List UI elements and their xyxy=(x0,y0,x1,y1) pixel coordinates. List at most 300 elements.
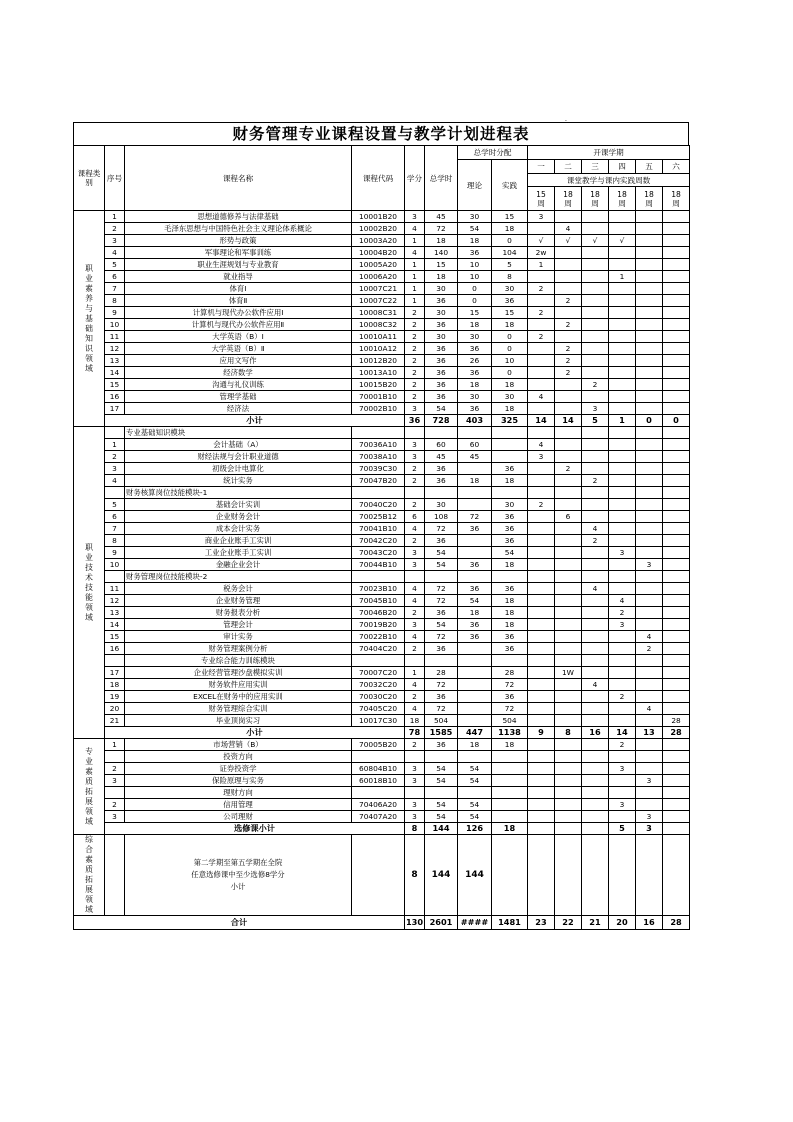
course-practice-hours: 36 xyxy=(492,295,528,307)
grand-total-hours: 2601 xyxy=(425,916,458,930)
course-semester-hours xyxy=(636,475,663,487)
course-semester-hours xyxy=(663,559,690,571)
module-name: 专业综合能力训练模块 xyxy=(125,655,352,667)
course-semester-hours xyxy=(636,379,663,391)
course-semester-hours xyxy=(555,799,582,811)
course-row xyxy=(74,643,690,655)
course-total-hours: 18 xyxy=(425,271,458,283)
course-theory-hours: 72 xyxy=(458,511,492,523)
subtotal-semester: 14 xyxy=(555,415,582,427)
course-semester-hours xyxy=(609,295,636,307)
table-cell xyxy=(663,787,690,799)
table-cell xyxy=(352,487,405,499)
course-code: 70039C30 xyxy=(352,463,405,475)
course-semester-hours xyxy=(582,691,609,703)
course-semester-hours xyxy=(528,811,555,823)
course-semester-hours xyxy=(555,739,582,751)
table-cell xyxy=(663,655,690,667)
course-semester-hours xyxy=(609,355,636,367)
course-semester-hours xyxy=(609,775,636,787)
course-semester-hours xyxy=(663,667,690,679)
course-semester-hours: 4 xyxy=(609,595,636,607)
header-week-count: 18 周 xyxy=(663,187,690,211)
course-seq: 18 xyxy=(105,679,125,691)
course-semester-hours: 2 xyxy=(528,331,555,343)
course-semester-hours xyxy=(582,463,609,475)
course-total-hours: 72 xyxy=(425,679,458,691)
course-semester-hours xyxy=(555,211,582,223)
table-cell xyxy=(582,487,609,499)
course-semester-hours: 4 xyxy=(528,439,555,451)
course-semester-hours xyxy=(663,799,690,811)
subtotal-practice: 325 xyxy=(492,415,528,427)
course-credit: 1 xyxy=(405,295,425,307)
course-semester-hours xyxy=(609,583,636,595)
course-credit: 18 xyxy=(405,715,425,727)
course-semester-hours: 1W xyxy=(555,667,582,679)
header-category: 课程类别 xyxy=(74,146,105,211)
course-total-hours: 15 xyxy=(425,259,458,271)
course-semester-hours xyxy=(636,511,663,523)
page-title: 财务管理专业课程设置与教学计划进程表 xyxy=(73,122,689,145)
course-code: 70405C20 xyxy=(352,703,405,715)
module-row xyxy=(74,427,690,439)
subtotal-semester: 16 xyxy=(582,727,609,739)
course-semester-hours xyxy=(528,631,555,643)
header-semester-name: 五 xyxy=(636,160,663,174)
table-cell xyxy=(492,655,528,667)
course-practice-hours: 15 xyxy=(492,307,528,319)
course-semester-hours xyxy=(555,439,582,451)
course-semester-hours xyxy=(609,247,636,259)
table-cell xyxy=(609,751,636,763)
course-semester-hours xyxy=(663,463,690,475)
course-semester-hours xyxy=(636,547,663,559)
course-credit: 4 xyxy=(405,247,425,259)
course-seq: 4 xyxy=(105,247,125,259)
header-weekly-label: 课堂教学与课内实践周数 xyxy=(528,174,690,187)
course-name: 税务会计 xyxy=(125,583,352,595)
course-semester-hours: 2 xyxy=(609,739,636,751)
course-practice-hours: 18 xyxy=(492,739,528,751)
course-semester-hours xyxy=(555,379,582,391)
course-practice-hours: 36 xyxy=(492,691,528,703)
course-code: 70023B10 xyxy=(352,583,405,595)
course-credit: 3 xyxy=(405,547,425,559)
course-semester-hours xyxy=(528,583,555,595)
course-seq: 2 xyxy=(105,799,125,811)
course-name: 成本会计实务 xyxy=(125,523,352,535)
course-semester-hours xyxy=(663,619,690,631)
course-code: 70032C20 xyxy=(352,679,405,691)
course-practice-hours: 18 xyxy=(492,559,528,571)
course-practice-hours: 18 xyxy=(492,379,528,391)
course-credit: 6 xyxy=(405,511,425,523)
course-semester-hours xyxy=(555,403,582,415)
course-theory-hours: 60 xyxy=(458,439,492,451)
course-semester-hours xyxy=(636,403,663,415)
course-total-hours: 36 xyxy=(425,475,458,487)
table-cell xyxy=(425,655,458,667)
course-semester-hours xyxy=(528,403,555,415)
course-semester-hours xyxy=(582,595,609,607)
course-semester-hours xyxy=(663,271,690,283)
course-semester-hours xyxy=(528,607,555,619)
course-row xyxy=(74,715,690,727)
course-semester-hours xyxy=(555,271,582,283)
course-seq: 15 xyxy=(105,631,125,643)
course-seq: 1 xyxy=(105,211,125,223)
course-code: 70040C20 xyxy=(352,499,405,511)
course-semester-hours: 3 xyxy=(609,547,636,559)
course-semester-hours xyxy=(663,439,690,451)
course-semester-hours xyxy=(663,643,690,655)
table-cell xyxy=(609,655,636,667)
course-theory-hours: 18 xyxy=(458,607,492,619)
subtotal-total-hours: 1585 xyxy=(425,727,458,739)
header-course-name: 课程名称 xyxy=(125,146,352,211)
course-theory-hours: 18 xyxy=(458,379,492,391)
course-row xyxy=(74,631,690,643)
table-cell xyxy=(582,835,609,916)
course-semester-hours: 2 xyxy=(555,367,582,379)
subtotal-semester: 5 xyxy=(582,415,609,427)
course-theory-hours: 30 xyxy=(458,391,492,403)
course-semester-hours: 2 xyxy=(528,283,555,295)
course-semester-hours xyxy=(609,631,636,643)
course-code: 10007C22 xyxy=(352,295,405,307)
header-semester-name: 一 xyxy=(528,160,555,174)
course-plan-table xyxy=(73,145,690,930)
course-practice-hours: 104 xyxy=(492,247,528,259)
course-theory-hours: 45 xyxy=(458,451,492,463)
general-theory: 144 xyxy=(458,835,492,916)
course-semester-hours xyxy=(609,715,636,727)
table-cell xyxy=(555,787,582,799)
course-row xyxy=(74,307,690,319)
course-practice-hours: 0 xyxy=(492,331,528,343)
table-cell xyxy=(528,835,555,916)
course-row xyxy=(74,679,690,691)
course-semester-hours xyxy=(636,739,663,751)
course-semester-hours xyxy=(609,535,636,547)
course-semester-hours xyxy=(555,643,582,655)
table-cell xyxy=(528,787,555,799)
course-name: 基础会计实训 xyxy=(125,499,352,511)
course-name: 毛泽东思想与中国特色社会主义理论体系概论 xyxy=(125,223,352,235)
course-total-hours: 54 xyxy=(425,799,458,811)
table-cell xyxy=(105,835,125,916)
course-name: 保险原理与实务 xyxy=(125,775,352,787)
course-row xyxy=(74,511,690,523)
course-semester-hours xyxy=(528,775,555,787)
course-semester-hours xyxy=(636,235,663,247)
course-semester-hours xyxy=(528,739,555,751)
course-semester-hours xyxy=(555,523,582,535)
course-row xyxy=(74,475,690,487)
subtotal-total-hours: 728 xyxy=(425,415,458,427)
course-total-hours: 72 xyxy=(425,583,458,595)
course-code: 70407A20 xyxy=(352,811,405,823)
course-theory-hours: 36 xyxy=(458,559,492,571)
grand-total-theory: #### xyxy=(458,916,492,930)
course-semester-hours xyxy=(528,595,555,607)
table-cell xyxy=(352,751,405,763)
course-semester-hours xyxy=(555,607,582,619)
subtotal-credit: 36 xyxy=(405,415,425,427)
course-semester-hours xyxy=(555,547,582,559)
course-code: 10008C32 xyxy=(352,319,405,331)
course-semester-hours: 3 xyxy=(609,619,636,631)
table-cell xyxy=(425,487,458,499)
course-row xyxy=(74,343,690,355)
course-name: 管理学基础 xyxy=(125,391,352,403)
course-code: 10006A20 xyxy=(352,271,405,283)
course-semester-hours xyxy=(528,295,555,307)
course-total-hours: 45 xyxy=(425,211,458,223)
course-seq: 6 xyxy=(105,271,125,283)
course-credit: 2 xyxy=(405,499,425,511)
course-row xyxy=(74,211,690,223)
course-semester-hours xyxy=(555,679,582,691)
course-practice-hours: 36 xyxy=(492,535,528,547)
course-semester-hours xyxy=(555,307,582,319)
course-semester-hours xyxy=(528,763,555,775)
course-semester-hours xyxy=(582,667,609,679)
course-seq: 3 xyxy=(105,463,125,475)
course-code: 10007C21 xyxy=(352,283,405,295)
module-seq-cell xyxy=(105,787,125,799)
course-code: 10013A10 xyxy=(352,367,405,379)
course-semester-hours: √ xyxy=(555,235,582,247)
subtotal-credit: 8 xyxy=(405,823,425,835)
course-credit: 2 xyxy=(405,343,425,355)
table-cell xyxy=(609,487,636,499)
table-cell xyxy=(555,751,582,763)
module-name: 投资方向 xyxy=(125,751,352,763)
course-semester-hours xyxy=(528,679,555,691)
course-name: 大学英语（B）Ⅱ xyxy=(125,343,352,355)
course-total-hours: 30 xyxy=(425,331,458,343)
course-semester-hours: 4 xyxy=(636,703,663,715)
course-semester-hours xyxy=(609,379,636,391)
header-practice: 实践 xyxy=(492,160,528,211)
subtotal-semester: 14 xyxy=(609,727,636,739)
course-code: 70046B20 xyxy=(352,607,405,619)
course-row xyxy=(74,799,690,811)
table-cell xyxy=(405,571,425,583)
course-semester-hours: 2 xyxy=(609,691,636,703)
course-semester-hours xyxy=(582,739,609,751)
course-name: 公司理财 xyxy=(125,811,352,823)
course-name: 思想道德修养与法律基础 xyxy=(125,211,352,223)
course-code: 10004B20 xyxy=(352,247,405,259)
table-cell xyxy=(425,571,458,583)
course-credit: 2 xyxy=(405,691,425,703)
course-semester-hours: 2 xyxy=(636,643,663,655)
course-semester-hours xyxy=(582,259,609,271)
course-seq: 12 xyxy=(105,595,125,607)
subtotal-practice: 1138 xyxy=(492,727,528,739)
course-semester-hours xyxy=(609,679,636,691)
course-code: 10002B20 xyxy=(352,223,405,235)
course-practice-hours: 28 xyxy=(492,667,528,679)
course-credit: 3 xyxy=(405,775,425,787)
header-semester-name: 六 xyxy=(663,160,690,174)
course-theory-hours: 0 xyxy=(458,283,492,295)
course-semester-hours xyxy=(555,283,582,295)
course-credit: 2 xyxy=(405,475,425,487)
course-semester-hours xyxy=(663,259,690,271)
subtotal-semester xyxy=(528,823,555,835)
course-name: 商业企业账手工实训 xyxy=(125,535,352,547)
module-row xyxy=(74,787,690,799)
course-name: 统计实务 xyxy=(125,475,352,487)
course-name: 企业经营管理沙盘模拟实训 xyxy=(125,667,352,679)
course-credit: 2 xyxy=(405,367,425,379)
course-semester-hours xyxy=(636,211,663,223)
course-theory-hours xyxy=(458,535,492,547)
header-semesters: 开课学期 xyxy=(528,146,690,160)
course-theory-hours xyxy=(458,691,492,703)
course-theory-hours: 36 xyxy=(458,619,492,631)
course-total-hours: 72 xyxy=(425,631,458,643)
course-credit: 1 xyxy=(405,271,425,283)
course-row xyxy=(74,271,690,283)
course-semester-hours xyxy=(663,331,690,343)
course-credit: 2 xyxy=(405,379,425,391)
table-cell xyxy=(352,427,405,439)
course-semester-hours xyxy=(582,763,609,775)
course-practice-hours xyxy=(492,811,528,823)
course-semester-hours xyxy=(636,799,663,811)
header-credit: 学分 xyxy=(405,146,425,211)
table-cell xyxy=(609,787,636,799)
course-semester-hours xyxy=(528,559,555,571)
course-semester-hours xyxy=(528,523,555,535)
course-seq: 7 xyxy=(105,283,125,295)
course-semester-hours: 4 xyxy=(528,391,555,403)
course-semester-hours: 3 xyxy=(609,763,636,775)
course-total-hours: 30 xyxy=(425,499,458,511)
course-semester-hours xyxy=(609,331,636,343)
course-semester-hours xyxy=(582,355,609,367)
course-practice-hours: 18 xyxy=(492,607,528,619)
course-semester-hours xyxy=(636,367,663,379)
course-code: 70041B10 xyxy=(352,523,405,535)
course-semester-hours xyxy=(555,391,582,403)
course-theory-hours: 36 xyxy=(458,367,492,379)
subtotal-total-hours: 144 xyxy=(425,823,458,835)
table-cell xyxy=(555,487,582,499)
subtotal-semester: 9 xyxy=(528,727,555,739)
plan-sheet xyxy=(73,122,689,930)
course-name: 计算机与现代办公软件应用Ⅱ xyxy=(125,319,352,331)
module-name: 财务管理岗位技能模块-2 xyxy=(125,571,352,583)
course-theory-hours: 36 xyxy=(458,247,492,259)
course-total-hours: 72 xyxy=(425,703,458,715)
course-semester-hours xyxy=(582,331,609,343)
subtotal-row xyxy=(74,415,690,427)
course-semester-hours xyxy=(528,535,555,547)
course-seq: 15 xyxy=(105,379,125,391)
course-semester-hours xyxy=(663,535,690,547)
course-semester-hours xyxy=(528,643,555,655)
course-semester-hours xyxy=(609,439,636,451)
course-semester-hours xyxy=(528,511,555,523)
grand-total-credit: 130 xyxy=(405,916,425,930)
subtotal-row xyxy=(74,823,690,835)
module-name: 专业基础知识模块 xyxy=(125,427,352,439)
course-semester-hours xyxy=(582,307,609,319)
course-name: 企业财务管理 xyxy=(125,595,352,607)
table-cell xyxy=(555,427,582,439)
course-name: 计算机与现代办公软件应用Ⅰ xyxy=(125,307,352,319)
course-code: 70005B20 xyxy=(352,739,405,751)
course-total-hours: 54 xyxy=(425,763,458,775)
table-cell xyxy=(609,835,636,916)
course-name: 经济数学 xyxy=(125,367,352,379)
course-row xyxy=(74,583,690,595)
course-seq: 3 xyxy=(105,811,125,823)
table-cell xyxy=(528,487,555,499)
course-theory-hours: 54 xyxy=(458,811,492,823)
module-name: 理财方向 xyxy=(125,787,352,799)
course-semester-hours xyxy=(609,667,636,679)
course-practice-hours: 30 xyxy=(492,499,528,511)
course-name: 财务软件应用实训 xyxy=(125,679,352,691)
header-week-count: 18 周 xyxy=(582,187,609,211)
table-cell xyxy=(528,751,555,763)
table-cell xyxy=(405,787,425,799)
course-total-hours: 36 xyxy=(425,295,458,307)
course-row xyxy=(74,667,690,679)
course-semester-hours xyxy=(528,715,555,727)
course-semester-hours xyxy=(663,283,690,295)
course-semester-hours: √ xyxy=(609,235,636,247)
course-row xyxy=(74,295,690,307)
table-cell xyxy=(352,571,405,583)
course-code: 60018B10 xyxy=(352,775,405,787)
course-semester-hours xyxy=(663,235,690,247)
course-semester-hours xyxy=(555,763,582,775)
course-row xyxy=(74,403,690,415)
course-semester-hours xyxy=(636,391,663,403)
table-cell xyxy=(663,571,690,583)
course-name: 财务管理综合实训 xyxy=(125,703,352,715)
course-semester-hours xyxy=(663,691,690,703)
course-seq: 5 xyxy=(105,259,125,271)
course-theory-hours: 54 xyxy=(458,799,492,811)
course-credit: 3 xyxy=(405,451,425,463)
course-code: 70047B20 xyxy=(352,475,405,487)
course-seq: 13 xyxy=(105,607,125,619)
table-cell xyxy=(609,427,636,439)
course-credit: 2 xyxy=(405,739,425,751)
course-total-hours: 72 xyxy=(425,223,458,235)
header-semester-name: 二 xyxy=(555,160,582,174)
course-semester-hours xyxy=(636,307,663,319)
course-semester-hours xyxy=(582,283,609,295)
course-semester-hours: 2 xyxy=(528,499,555,511)
course-practice-hours xyxy=(492,775,528,787)
course-semester-hours xyxy=(582,559,609,571)
course-semester-hours xyxy=(582,631,609,643)
course-semester-hours xyxy=(528,343,555,355)
header-week-count: 18 周 xyxy=(609,187,636,211)
course-row xyxy=(74,739,690,751)
course-theory-hours: 36 xyxy=(458,523,492,535)
